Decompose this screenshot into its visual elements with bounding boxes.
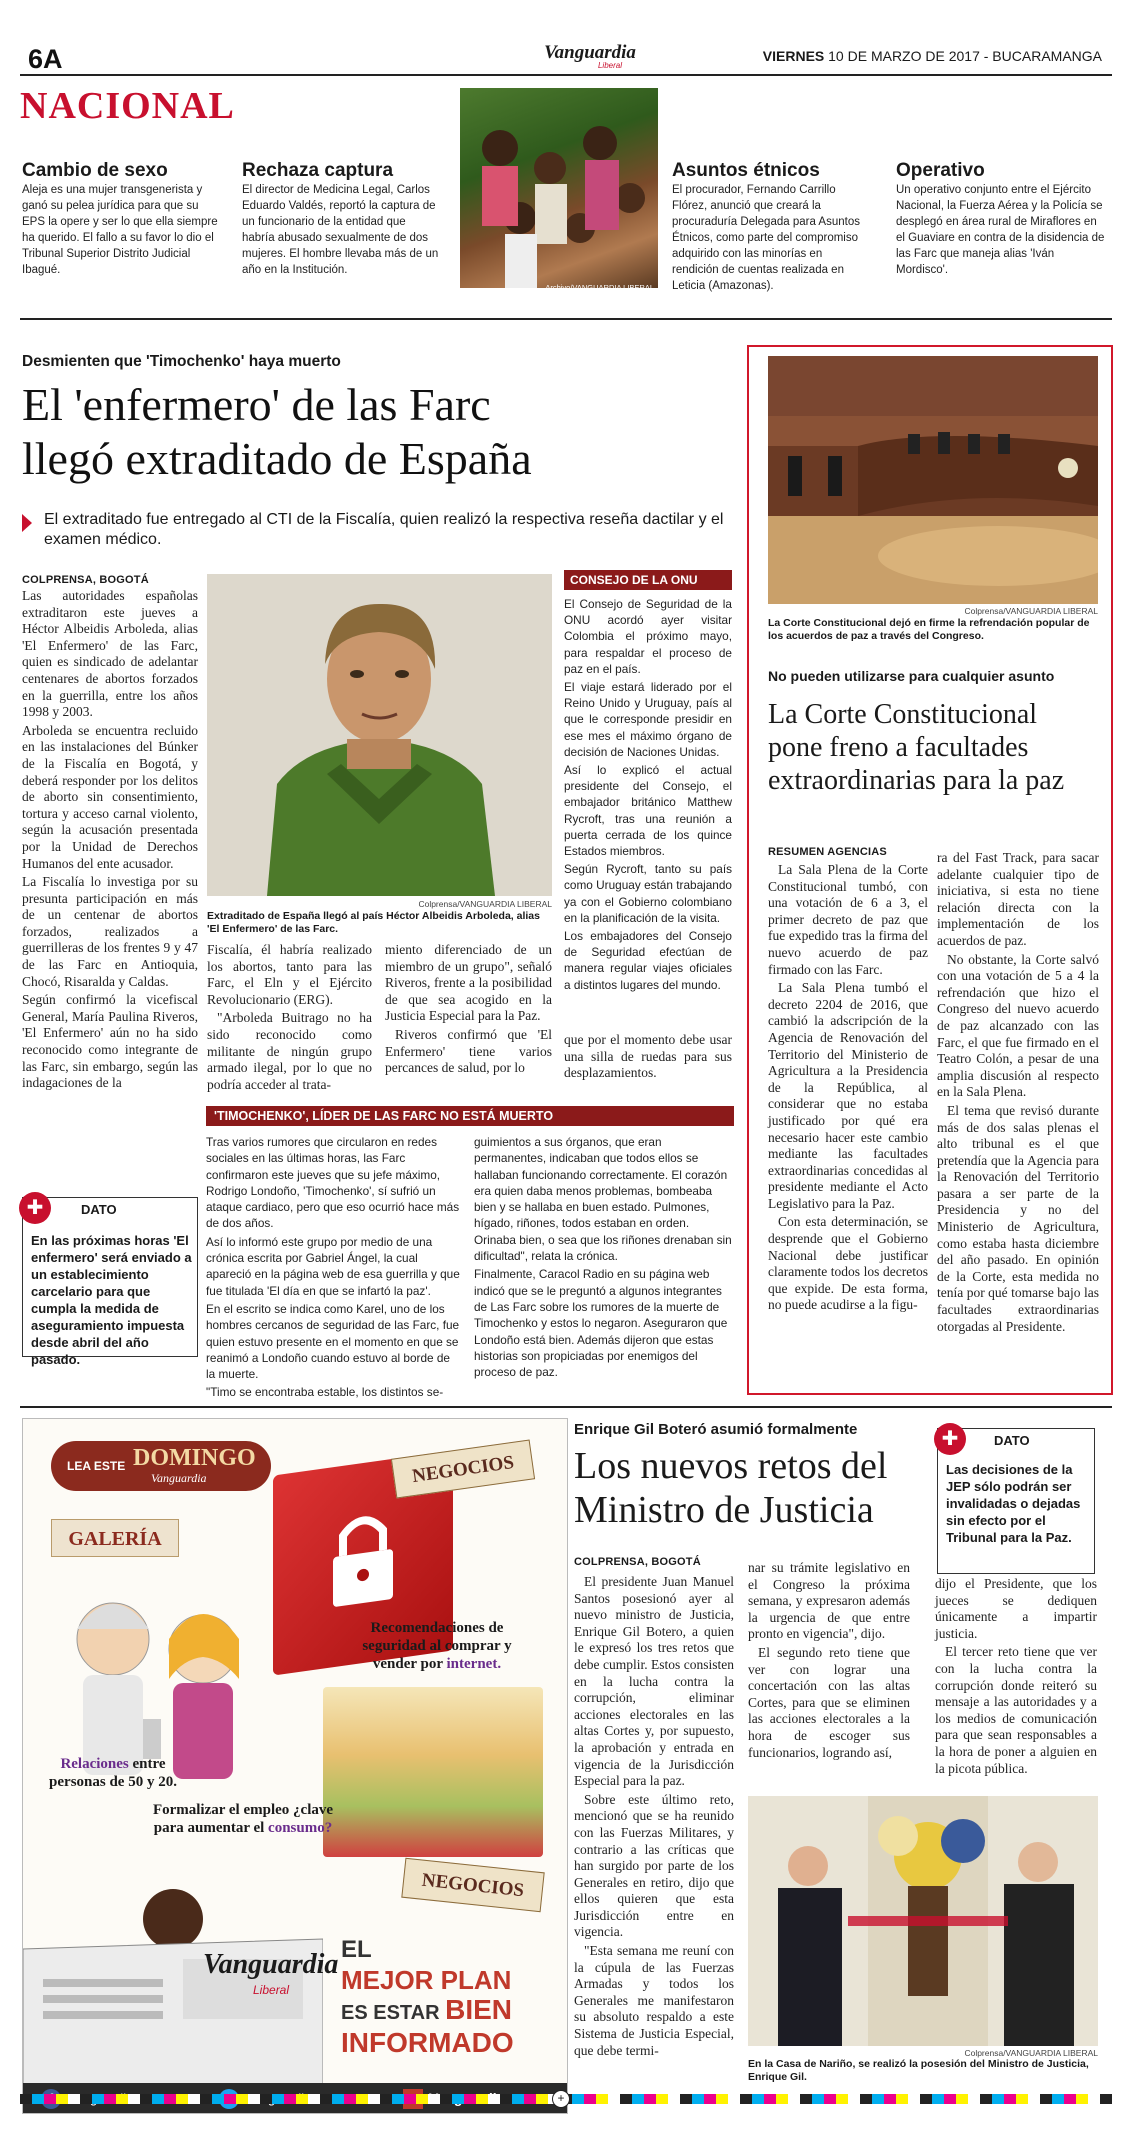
- brief-photo-credit: Archivo/VANGUARDIA LIBERAL: [545, 283, 654, 292]
- main-byline: COLPRENSA, BOGOTÁ: [22, 574, 149, 586]
- paragraph: El segundo reto tiene que ver con lograr una concertación con las altas Cortes, para que se eliminen las acciones electorales a la hora de escoger sus funcionarios, logrando así,: [748, 1644, 910, 1760]
- main-dato-box: [22, 1197, 198, 1367]
- corte-byline: RESUMEN AGENCIAS: [768, 846, 887, 858]
- main-headline-line: El 'enfermero' de las Farc: [22, 379, 491, 430]
- ad-negocios-tag-2: [401, 1858, 544, 1912]
- brief-body: El procurador, Fernando Carrillo Flórez, anunció que creará la procuraduría Delegada para Asuntos Étnicos, como parte del compromiso adquirido con las minorías en rendición de cuentas realizada en Leticia (Amazonas).: [672, 184, 860, 292]
- brief-1: [22, 160, 222, 278]
- dato-icon: ✚: [934, 1423, 966, 1455]
- main-kicker: Desmienten que 'Timochenko' haya muerto: [22, 353, 341, 370]
- logo-sub: Liberal: [597, 61, 622, 70]
- masthead-date-text: 10 DE MARZO DE 2017 - BUCARAMANGA: [828, 48, 1102, 64]
- timo-col-1: [206, 1134, 461, 1403]
- masthead-rule: [20, 74, 1112, 76]
- ad-negocios-tag-1: [391, 1439, 535, 1498]
- paragraph: El tercer reto tiene que ver con la lucha contra la corrupción donde reiteró su mensaje a las autoridades y a los medios de comunicación para que sean responsables a la hora de poner a alguien en la picota pública.: [935, 1644, 1097, 1776]
- paragraph: No obstante, la Corte salvó con una votación de 5 a 4 la refrendación que hizo el Congreso del nuevo acuerdo de paz alcanzado con las Farc, el que fue firmado en el Teatro Colón, a pesar de una amplia discusión al respecto en la Sala Plena.: [937, 951, 1099, 1100]
- justicia-col-3: [935, 1576, 1097, 1779]
- ad-badge-brand: Vanguardia: [151, 1471, 207, 1485]
- justicia-headline: [574, 1444, 934, 1532]
- paragraph: Fiscalía, él habría realizado los abortos, tanto para las Farc, el Eln y el Ejército Revolucionario (ERG).: [207, 942, 372, 1007]
- page-number: 6A: [28, 44, 63, 74]
- main-col-3: [385, 942, 552, 1079]
- brief-title: Rechaza captura: [242, 160, 394, 181]
- main-headline: [22, 378, 742, 486]
- ad-slogan-informado: INFORMADO: [341, 2027, 514, 2058]
- paragraph: Así lo informó este grupo por medio de una crónica escrita por Gabriel Ángel, la cual apareció en la página web de esa guerrilla y que fue titulada 'El día en que se infartó la paz'.: [206, 1234, 460, 1298]
- ad-empleo-highlight: consumo?: [268, 1820, 333, 1836]
- corte-headline-line: extraordinarias para la paz: [768, 765, 1065, 796]
- paragraph: Con esta determinación, se desprende que el Gobierno Nacional debe justificar claramente todos los decretos que expide. De esta forma, no puede acudirse a la figu-: [768, 1214, 928, 1313]
- paragraph: "Esta semana me reuní con la cúpula de las Fuerzas Armadas y todos los Generales me manifestaron su absoluto respaldo a este Sistema de Justicia Especial, que debe termi-: [574, 1943, 734, 2058]
- main-photo-extradited: [207, 574, 552, 896]
- brief-body: El director de Medicina Legal, Carlos Eduardo Valdés, reportó la captura de un funcionario de la entidad que habría abusado sexualmente de dos mujeres. El hombre llevaba más de un año en la Institución.: [242, 184, 439, 276]
- man-illustration: [207, 574, 552, 896]
- paragraph: La Sala Plena tumbó el decreto 2204 de 2016, que cambió la adscripción de la Agencia de Renovación del Territorio del Ministerio de Agricultura a la Presidencia de la República, al considerar que no estaba justificado por qué era necesario hacer este cambio mediante las facultades extraordinarias concedidas al presidente mediante el Acto Legislativo para la Paz.: [768, 980, 928, 1211]
- paragraph: dijo el Presidente, que los jueces se dediquen únicamente a impartir justicia.: [935, 1576, 1097, 1641]
- ad-slogan-row: [341, 1995, 551, 2028]
- ad-slogan-mejor: MEJOR PLAN: [341, 1965, 512, 1995]
- brief-body: Aleja es una mujer transgenerista y ganó su pelea jurídica para que su EPS la opere y ser lo que ella siempre ha querido. El fallo a su favor lo dio el Tribunal Superior Distrito Judicial Ibagué.: [22, 184, 218, 276]
- ad-seguridad-highlight: internet.: [446, 1656, 502, 1672]
- paragraph: Así lo explicó el actual presidente del Consejo, el embajador británico Matthew Rycroft, tras una reunión a puerta cerrada de los quince Estados miembros.: [564, 763, 732, 859]
- timo-title: 'TIMOCHENKO', LÍDER DE LAS FARC NO ESTÁ MUERTO: [206, 1106, 734, 1126]
- brief-title: Operativo: [896, 160, 985, 181]
- masthead-logo: [530, 44, 650, 70]
- dato-icon: ✚: [19, 1192, 51, 1224]
- ad-reader-brand-sub: Liberal: [253, 1983, 290, 1997]
- brief-3: [672, 160, 872, 294]
- brief-photo-children: [460, 88, 658, 288]
- paragraph: En el escrito se indica como Karel, uno de los hombres cercanos de seguridad de las Farc, fue quien estuvo presente en el momento en que se reanimó a Londoño cuando estuvo al borde de la muerte.: [206, 1301, 460, 1382]
- justicia-photo-ceremony: [748, 1796, 1098, 2046]
- masthead-date: [763, 48, 1102, 64]
- ad-galeria-ribbon: [51, 1519, 179, 1557]
- paragraph: El viaje estará liderado por el Reino Unido y Uruguay, país al que le corresponde presidir en ese mes el máximo órgano de decisión de Naciones Unidas.: [564, 680, 732, 759]
- briefs-divider: [20, 318, 1112, 320]
- paragraph: Riveros confirmó que 'El Enfermero' tiene varios percances de salud, por lo: [385, 1026, 552, 1076]
- justicia-dato-box: [937, 1428, 1095, 1574]
- dato-text: En las próximas horas 'El enfermero' será enviado a un establecimiento carcelario para que cumpla la medida de aseguramiento impuesta desde abril del año pasado.: [31, 1233, 192, 1367]
- paragraph: nar su trámite legislativo en el Congreso la próxima semana, y expresaron además la urgencia de que entre pronto en vigencia", dijo.: [748, 1560, 910, 1642]
- ad-negocios-2: NEGOCIOS: [420, 1869, 525, 1902]
- brief-2: [242, 160, 440, 278]
- corte-headline-line: pone freno a facultades: [768, 732, 1029, 763]
- masthead: [20, 44, 1110, 72]
- paragraph: El presidente Juan Manuel Santos posesionó ayer al nuevo ministro de Justicia, Enrique Gil Botero, a quien le expresó los tres retos que debe cumplir. Estos consisten en la lucha contra la corrupción, eliminar acciones electorales en las altas Cortes y, por supuesto, la aprobación y entrada en vigencia de la Jurisdicción Especial para la paz.: [574, 1574, 734, 1789]
- dato-label: DATO: [994, 1433, 1030, 1448]
- paragraph: El tema que revisó durante más de dos salas plenas el alto tribunal es el que pretendía que la Agencia para la Renovación del Territorio pasara a ser parte de la Presidencia y no del Ministerio de Agricultura, como estaba hasta diciembre del año pasado. En opinión de la Corte, esta medida no tenía por qué tomarse bajo las facultades extraordinarias otorgadas al Presidente.: [937, 1102, 1099, 1334]
- paragraph: ra del Fast Track, para sacar adelante cualquier tipo de iniciativa, si esta no tiene relación directa con la implementación de los acuerdos de paz.: [937, 850, 1099, 948]
- timo-col-2: [474, 1134, 732, 1382]
- vanguardia-domingo-ad: [22, 1418, 568, 2114]
- onu-sidebar-title: CONSEJO DE LA ONU: [564, 570, 732, 590]
- ad-slogan-el: EL: [341, 1936, 372, 1963]
- justicia-photo-credit: Colprensa/VANGUARDIA LIBERAL: [964, 2048, 1098, 2058]
- justicia-kicker: Enrique Gil Boteró asumió formalmente: [574, 1421, 858, 1438]
- section-title: NACIONAL: [20, 85, 235, 127]
- paragraph: Los embajadores del Consejo de Seguridad efectúan de manera regular viajes oficiales a distintos lugares del mundo.: [564, 929, 732, 992]
- main-deck: El extraditado fue entregado al CTI de la Fiscalía, quien realizó la respectiva reseña dactilar y el examen médico.: [44, 511, 724, 548]
- paragraph: La Sala Plena de la Corte Constitucional tumbó, con una votación de 6 a 3, el primer decreto de paz que fue expedido tras la firma del nuevo acuerdo de paz firmado con las Farc.: [768, 862, 928, 977]
- paragraph: La Fiscalía lo investiga por su presunta participación en más de un centenar de abortos forzados, realizados a guerrilleras de los frentes 9 y 47 de las Farc en Antioquia, Chocó, Risaralda y Caldas.: [22, 874, 198, 989]
- paragraph: guimientos a sus órganos, que eran permanentes, indicaban que todos ellos se hallaban funcionando correctamente. El corazón era quien daba menos problemas, bombeaba bien y se hallaba en buen estado. Pulmones, hígado, riñones, todos estaban en orden. Orinaba bien, o sea que los riñones drenaban sin dificultad", relata la crónica.: [474, 1135, 732, 1264]
- brief-4: [896, 160, 1106, 278]
- corte-photo-credit: Colprensa/VANGUARDIA LIBERAL: [964, 606, 1098, 616]
- ceremony-illustration: [748, 1796, 1098, 2046]
- dato-text: Las decisiones de la JEP sólo podrán ser invalidadas o dejadas sin efecto por el Tribunal para la Paz.: [946, 1462, 1081, 1545]
- masthead-day: VIERNES: [762, 48, 825, 64]
- main-col-2: [207, 942, 372, 1095]
- ad-supermarket-image: [323, 1687, 543, 1857]
- justicia-col-2: [748, 1560, 910, 1763]
- courtroom-illustration: [768, 356, 1098, 604]
- ad-reader-newspaper: [23, 1889, 339, 2085]
- justicia-headline-line: Los nuevos retos del: [574, 1445, 888, 1487]
- corte-col-1: [768, 862, 928, 1316]
- paragraph: miento diferenciado de un miembro de un grupo", señaló Riveros, frente a la posibilidad de que sea acogido en la Justicia Especial para la Paz.: [385, 942, 552, 1024]
- ad-reader-brand: Vanguardia: [203, 1949, 339, 1980]
- justicia-photo-caption: En la Casa de Nariño, se realizó la posesión del Ministro de Justicia, Enrique Gil.: [748, 2058, 1089, 2083]
- paragraph: El Consejo de Seguridad de la ONU acordó ayer visitar Colombia el próximo mayo, para respaldar el proceso de paz en el país.: [564, 597, 732, 676]
- corte-col-2: [937, 850, 1099, 1337]
- justicia-col-1: [574, 1574, 734, 2061]
- paragraph: Según Rycroft, tanto su país como Uruguay están trabajando ya con el Gobierno colombiano en la planificación de la visita.: [564, 862, 732, 925]
- ad-empleo-text: Formalizar el empleo ¿clave para aumentar el: [152, 1802, 334, 1836]
- brief-title: Asuntos étnicos: [672, 160, 820, 181]
- ad-relaciones: [33, 1755, 193, 1791]
- lower-divider: [20, 1406, 1112, 1408]
- paragraph: Según confirmó la vicefiscal General, María Paulina Riveros, 'El Enfermero' aún no ha sido reconocido como integrante de las Farc, sin embargo, según las indagaciones de la: [22, 992, 198, 1091]
- brief-body: Un operativo conjunto entre el Ejército Nacional, la Fuerza Aérea y la Policía se desplegó en área rural de Miraflores en el Guaviare en contra de la disidencia de las Farc que maneja alias 'Iván Mordisco'.: [896, 184, 1105, 276]
- children-illustration: [460, 88, 658, 288]
- main-headline-line: llegó extraditado de España: [22, 433, 532, 484]
- ad-lea-este-badge: [51, 1441, 271, 1491]
- main-col-1: [22, 588, 198, 1094]
- logo-text: Vanguardia: [544, 42, 636, 63]
- ad-empleo: [143, 1801, 343, 1837]
- paragraph: "Timo se encontraba estable, los distintos se-: [206, 1385, 444, 1400]
- main-deck-marker: [22, 514, 32, 532]
- onu-sidebar: [564, 596, 732, 995]
- corte-kicker: No pueden utilizarse para cualquier asunto: [768, 668, 1055, 684]
- justicia-headline-line: Ministro de Justicia: [574, 1489, 874, 1531]
- ad-galeria: GALERÍA: [68, 1528, 162, 1550]
- ad-relaciones-text: entre personas de 50 y 20.: [49, 1756, 177, 1790]
- corte-headline: [768, 698, 1098, 797]
- main-photo-caption: Extraditado de España llegó al país Héctor Albeidis Arboleda, alias 'El Enfermero' de las Farc.: [207, 910, 540, 935]
- ad-slogan: [341, 1935, 551, 2058]
- justicia-byline: COLPRENSA, BOGOTÁ: [574, 1556, 701, 1568]
- ad-slogan-es-estar: ES ESTAR: [341, 2002, 440, 2024]
- main-col-4: que por el momento debe usar una silla de ruedas para sus desplazamientos.: [564, 1032, 732, 1081]
- ad-negocios-1: NEGOCIOS: [410, 1451, 516, 1488]
- corte-photo-courtroom: [768, 356, 1098, 604]
- paragraph: Arboleda se encuentra recluido en las instalaciones del Búnker de la Fiscalía en Bogotá, y deberá responder por los delitos de aborto sin consentimiento, tortura y acceso carnal violento, según la acusación presentada por la Unidad de Derechos Humanos del ente acusador.: [22, 722, 198, 871]
- dato-label: DATO: [81, 1202, 117, 1217]
- brief-title: Cambio de sexo: [22, 160, 168, 181]
- ad-lea-este: LEA ESTE: [67, 1459, 126, 1473]
- paragraph: Tras varios rumores que circularon en redes sociales en las últimas horas, las Farc confirmaron este jueves que su jefe máximo, Rodrigo Londoño, 'Timochenko', sí sufrió un ataque cardiaco, pero que eso ocurrió hace más de dos años.: [206, 1135, 460, 1231]
- corte-headline-line: La Corte Constitucional: [768, 699, 1038, 730]
- corte-photo-caption: La Corte Constitucional dejó en firme la refrendación popular de los acuerdos de paz a través del Congreso.: [768, 617, 1090, 642]
- ad-seguridad-text: Recomendaciones de seguridad al comprar y vender por: [362, 1620, 512, 1672]
- ad-domingo: DOMINGO: [133, 1445, 256, 1471]
- ad-seguridad: [339, 1619, 535, 1673]
- main-photo-credit: Colprensa/VANGUARDIA LIBERAL: [418, 899, 552, 909]
- paragraph: Finalmente, Caracol Radio en su página web indicó que se le preguntó a algunos integrantes de Las Farc sobre los rumores de la muerte de Timochenko y estos lo negaron. Aseguraron que Londoño está bien. Además dijeron que estas historias son propiciadas por enemigos del proceso de paz.: [474, 1267, 728, 1380]
- ad-slogan-bien: BIEN: [445, 1994, 513, 2025]
- paragraph: Las autoridades españolas extraditaron este jueves a Héctor Albeidis Arboleda, alias 'El Enfermero' de las Farc, quien es sindicado de adelantar centenares de abortos forzados en la guerrilla, entre los años 1998 y 2003.: [22, 588, 198, 720]
- ad-relaciones-highlight: Relaciones: [60, 1756, 129, 1772]
- paragraph: Sobre este último reto, mencionó que se ha reunido con las Fuerzas Militares, y contrario a las críticas que han surgido por parte de los Generales en retiro, dijo que ellos quieren que esta Jurisdicción entre en vigencia.: [574, 1791, 734, 1940]
- registration-mark-icon: +: [552, 2090, 570, 2108]
- paragraph: "Arboleda Buitrago no ha sido reconocido como militante de ningún grupo armado ilegal, por lo que no podría acceder al trata-: [207, 1010, 372, 1092]
